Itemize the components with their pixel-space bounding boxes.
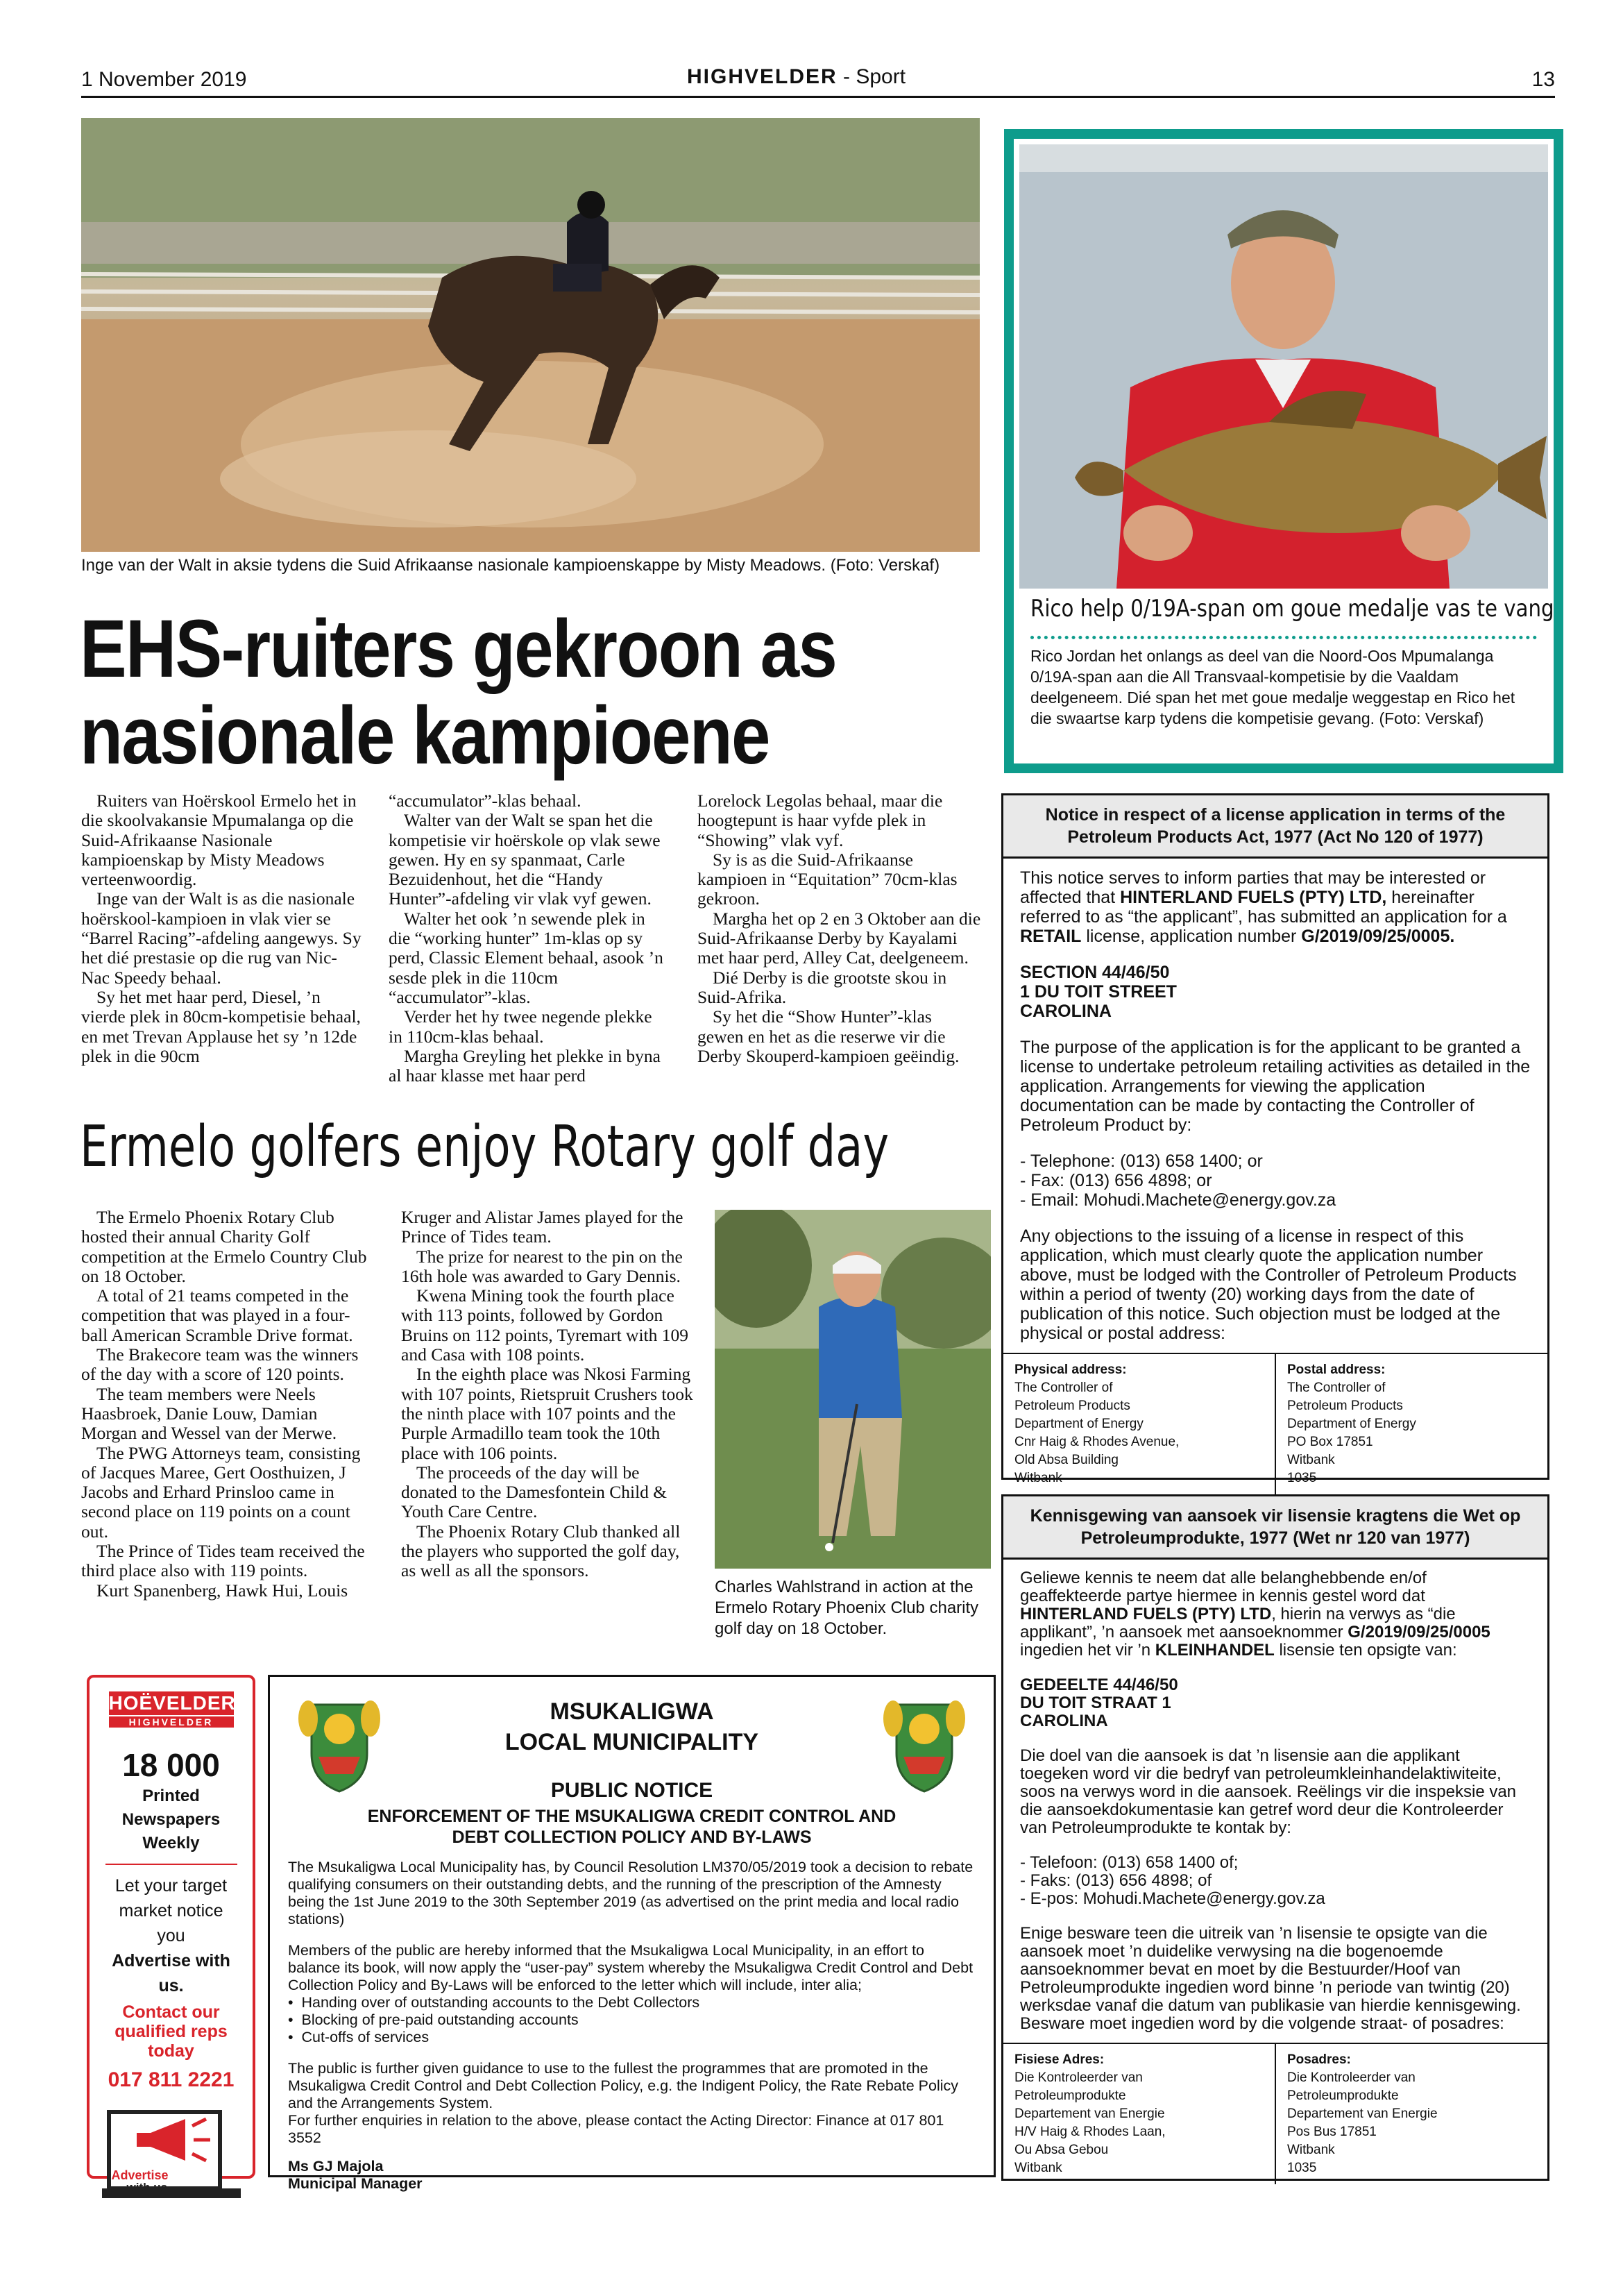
notice-site: GEDEELTE 44/46/50 DU TOIT STRAAT 1 CAROLINA (1020, 1675, 1178, 1730)
section-name: - Sport (837, 65, 906, 88)
paragraph: Inge van der Walt is as die nasionale hoërskool-kampioen in vlak vier se “Barrel Racing”-afdeling aangewys. Sy het dié prestasie op die rug van Nic-Nac Speedy behaal. (81, 888, 362, 988)
ad-phone: 017 811 2221 (108, 2068, 235, 2091)
golfer-image (715, 1210, 991, 1569)
ad-cta: Advertise with us. (112, 1951, 230, 1995)
golf-headline: Ermelo golfers enjoy Rotary golf day (80, 1114, 890, 1180)
paragraph: Lorelock Legolas behaal, maar die hoogtepunt is haar vyfde plek in “Showing” vlak vyf. (697, 791, 943, 850)
notice-paragraph: Members of the public are hereby informed that the Msukaligwa Local Municipality, in an effort to balance its book, will now apply the “user-pay” system whereby the Msukaligwa Credit Control and Debt Collection Policy and By-Laws will be enforced to the letter which will include, inter alia; • Handing over of outstanding accounts to the Debt Collectors • Blocking of pre-paid outstanding accounts • Cut-offs of services (288, 1942, 974, 2045)
golf-story-column-1 (81, 1208, 373, 1601)
golf-photo-caption: Charles Wahlstrand in action at the Ermelo Rotary Phoenix Club charity golf day on 18 October. (715, 1578, 979, 1638)
license-notice-english (1001, 793, 1549, 1485)
paragraph: The Ermelo Phoenix Rotary Club hosted their annual Charity Golf competition at the Ermelo Country Club on 18 October. (81, 1207, 367, 1286)
ad-line: Newspapers (121, 1810, 221, 1829)
license-notice-afrikaans (1001, 1494, 1549, 2181)
paragraph: The proceeds of the day will be donated to the Damesfontein Child & Youth Care Centre. (401, 1462, 668, 1522)
paragraph: Margha Greyling het plekke in byna al haar klasse met haar perd (389, 1045, 661, 1086)
notice-signatory: Ms GJ Majola Municipal Manager (288, 2158, 423, 2192)
notice-objections: Enige besware teen die uitreik van ’n lisensie te opsigte van die aansoek moet ’n duidelike verwysing na die bogenoemde aansoeknommer bevat en moet by die Bestuurder/Hoof van Petroleumprodukte ingedien word binne ’n periode van twintig (20) werksdae vanaf die datum van publikasie van hierdie kennisgewing. Besware moet ingedien word by die volgende straat- of posadres: (1020, 1924, 1521, 2033)
horse-headline-line2: nasionale kampioene (80, 690, 770, 782)
golf-story-column-2 (401, 1208, 696, 1581)
issue-date: 1 November 2019 (81, 68, 247, 91)
notice-objections: Any objections to the issuing of a license in respect of this application, which must clearly quote the application number above, must be lodged with the Controller of Petroleum Products within a period of twenty (20) working days from the date of publication of this notice. Such objection must be lodged at the physical or postal address: (1020, 1226, 1517, 1343)
physical-address: Fisiese Adres: Die Kontroleerder van Petroleumprodukte Departement van Energie H/V Haig & Rhodes Laan, Ou Absa Gebou Witbank (1003, 2044, 1276, 2184)
paragraph: Ruiters van Hoërskool Ermelo het in die skoolvakansie Mpumalanga op die Suid-Afrikaanse Nasionale kampioenskap by Misty Meadows verteenwoordig. (81, 791, 357, 890)
paragraph: Kwena Mining took the fourth place with 113 points, followed by Gordon Bruins on 112 points, Tyremart with 109 and Casa with 108 points. (401, 1285, 688, 1365)
municipality-name-line2: LOCAL MUNICIPALITY (504, 1729, 759, 1755)
paragraph: In the eighth place was Nkosi Farming with 107 points, Rietspruit Crushers took the ninth place with 107 points and the Purple Armadillo team took the 10th place with 106 points. (401, 1364, 693, 1463)
municipal-crest-right (883, 1691, 966, 1795)
paragraph: Verder het hy twee negende plekke in 110cm-klas behaal. (389, 1006, 652, 1047)
fish-photo (1019, 144, 1548, 589)
municipality-name-line1: MSUKALIGWA (550, 1698, 714, 1725)
postal-address: Posadres: Die Kontroleerder van Petroleumprodukte Departement van Energie Pos Bus 17851 Witbank 1035 (1287, 2052, 1438, 2175)
circulation-count: 18 000 (122, 1747, 220, 1783)
notice-intro: Geliewe kennis te neem dat alle belanghebbende en/of geaffekteerde partye hiermee in kennis gestel word dat HINTERLAND FUELS (PTY) LTD, hierin na verwys as “die applikant”, ’n aansoek met aansoeknommer G/2019/09/25/0005 ingedien het vir ’n KLEINHANDEL lisensie ten opsigte van: (1020, 1569, 1490, 1660)
municipal-notice (268, 1675, 996, 2192)
paragraph: Walter van der Walt se span het die kompetisie vir hoërskole op vlak sewe gewen. Hy en sy spanmaat, Carle Bezuidenhout, het die “Handy Hunter”-afdeling vir vlak vyf gewen. (389, 810, 661, 909)
golf-photo (715, 1210, 991, 1569)
paragraph: Sy is as die Suid-Afrikaanse kampioen in “Equitation” 70cm-klas gekroon. (697, 849, 958, 909)
horse-story-column-2 (389, 791, 670, 1086)
paragraph: Walter het ook ’n sewende plek in die “working hunter” 1m-klas op sy perd, Classic Element behaal, asook ’n sesde plek in die 110cm “accumulator”-klas. (389, 908, 663, 1007)
municipal-crest-left (298, 1691, 381, 1795)
physical-address: Physical address: The Controller of Petroleum Products Department of Energy Cnr Haig & Rhodes Avenue, Old Absa Building Witbank (1003, 1354, 1276, 1494)
paragraph: The PWG Attorneys team, consisting of Jacques Maree, Gert Oosthuizen, J Jacobs and Erhard Prinsloo came in second place on 119 points on a count out. (81, 1442, 361, 1542)
ad-line: Printed (142, 1787, 200, 1805)
ad-pitch: Let your target market notice you (114, 1876, 228, 1945)
paragraph: Margha het op 2 en 3 Oktober aan die Suid-Afrikaanse Derby by Kayalami met haar perd, Alley Cat, deelgeneem. (697, 908, 981, 968)
publication-name: HIGHVELDER (687, 65, 838, 88)
notice-heading: Kennisgewing van aansoek vir lisensie kragtens die Wet op Petroleumprodukte, 1977 (Wet nr 120 van 1977) (1003, 1496, 1547, 1560)
horse-photo-caption: Inge van der Walt in aksie tydens die Suid Afrikaanse nasionale kampioenskappe by Misty Meadows. (Foto: Verskaf) (81, 556, 940, 575)
laptop-megaphone-icon: Advertise with us (102, 2105, 241, 2209)
fish-caption: Rico Jordan het onlangs as deel van die Noord-Oos Mpumalanga 0/19A-span aan die All Transvaal-kompetisie by die Vaaldam deelgeneem. Dié span het met goue medalje weggestap en Rico het die swaartse karp tydens die kompetisie gevang. (Foto: Verskaf) (1030, 647, 1515, 727)
paragraph: Kruger and Alistar James played for the Prince of Tides team. (401, 1207, 683, 1247)
notice-intro: This notice serves to inform parties that may be interested or affected that HINTERLAND FUELS (PTY) LTD, hereinafter referred to as “the applicant”, has submitted an application for a RETAIL license, application number G/2019/09/25/0005. (1020, 868, 1507, 946)
paragraph: The Prince of Tides team received the third place also with 119 points. (81, 1541, 365, 1581)
publication-header (687, 65, 906, 89)
notice-contacts: - Telephone: (013) 658 1400; or - Fax: (013) 656 4898; or - Email: Mohudi.Machete@energy.gov.za (1020, 1151, 1336, 1210)
ad-line: Weekly (142, 1834, 200, 1852)
notice-contacts: - Telefoon: (013) 658 1400 of; - Faks: (013) 656 4898; of - E-pos: Mohudi.Machete@energy.gov.za (1020, 1853, 1325, 1908)
header-rule (81, 96, 1555, 98)
highvelder-logo: HOËVELDER HIGHVELDER (108, 1692, 236, 1728)
page-number: 13 (1531, 68, 1555, 91)
paragraph: The prize for nearest to the pin on the 16th hole was awarded to Gary Dennis. (401, 1246, 683, 1286)
fish-story-box (1004, 129, 1563, 773)
notice-paragraph: The Msukaligwa Local Municipality has, by Council Resolution LM370/05/2019 took a decision to rebate qualifying consumers on their outstanding debts, and the running of the prescription of the Amnesty being the 1st June 2019 to the 30th September 2019 (as advertised on the print media and local radio stations) (288, 1859, 974, 1927)
paragraph: A total of 21 teams competed in the competition that was played in a four-ball American Scramble Drive format. (81, 1285, 353, 1345)
paragraph: The team members were Neels Haasbroek, Danie Louw, Damian Morgan and Wessel van der Merwe. (81, 1383, 337, 1444)
horse-story-column-1 (81, 791, 362, 1066)
paragraph: Sy het met haar perd, Diesel, ’n vierde plek in 80cm-kompetisie behaal, en met Trevan Applause het sy ’n 12de plek in die 90cm (81, 986, 361, 1066)
horse-photo (81, 118, 980, 552)
horse-headline-line1: EHS-ruiters gekroon as (80, 603, 837, 695)
postal-address: Postal address: The Controller of Petroleum Products Department of Energy PO Box 17851 Witbank 1035 (1287, 1362, 1416, 1485)
address-table (1003, 1353, 1547, 1494)
notice-purpose: The purpose of the application is for the applicant to be granted a license to undertake petroleum retailing activities as detailed in the application. Arrangements for viewing the application documentation can be made by contacting the Controller of Petroleum Product by: (1020, 1038, 1531, 1135)
angler-with-carp-image (1019, 144, 1548, 589)
paragraph: Sy het die “Show Hunter”-klas gewen en het as die reserwe vir die Derby Skouperd-kampioen geëindig. (697, 1006, 960, 1066)
notice-title: PUBLIC NOTICE (550, 1779, 713, 1802)
ad-divider (105, 1864, 237, 1865)
paragraph: The Brakecore team was the winners of the day with a score of 120 points. (81, 1344, 359, 1385)
fish-headline: Rico help 0/19A-span om goue medalje vas te vang (1030, 595, 1554, 623)
notice-heading: Notice in respect of a license application in terms of the Petroleum Products Act, 1977 (Act No 120 of 1977) (1003, 795, 1547, 859)
address-table (1003, 2043, 1547, 2184)
notice-site: SECTION 44/46/50 1 DU TOIT STREET CAROLINA (1020, 963, 1177, 1021)
notice-purpose: Die doel van die aansoek is dat ’n lisensie aan die applikant toegeken word vir die bedryf van petroleumkleinhandelaktiwiteite, soos na verwys word in die aansoek. Reëlings vir die inspeksie van die aansoekdokumentasie kan getref word deur die Kontroleerder van Petroleumprodukte te kontak by: (1020, 1746, 1517, 1837)
horse-story-column-3 (697, 791, 982, 1066)
notice-paragraph: The public is further given guidance to use to the fullest the programmes that are promoted in the Msukaligwa Credit Control and Debt Collection Policy, e.g. the Indigent Policy, the Rate Rebate Policy and the Arrangements System. For further enquiries in relation to the above, please contact the Acting Director: Finance at 017 801 3552 (288, 2060, 958, 2146)
paragraph: Dié Derby is die grootste skou in Suid-Afrika. (697, 967, 947, 1007)
ad-contact: Contact our qualified reps today (114, 2002, 228, 2061)
horse-rider-image (81, 118, 980, 552)
paragraph: The Phoenix Rotary Club thanked all the players who supported the golf day, as well as all the sponsors. (401, 1521, 681, 1581)
paragraph: “accumulator”-klas behaal. (389, 791, 581, 811)
notice-subtitle: ENFORCEMENT OF THE MSUKALIGWA CREDIT CONTROL AND DEBT COLLECTION POLICY AND BY-LAWS (367, 1807, 897, 1847)
paragraph: Kurt Spanenberg, Hawk Hui, Louis (96, 1580, 348, 1601)
house-advert (87, 1675, 255, 2194)
fish-headline-divider (1030, 636, 1537, 639)
